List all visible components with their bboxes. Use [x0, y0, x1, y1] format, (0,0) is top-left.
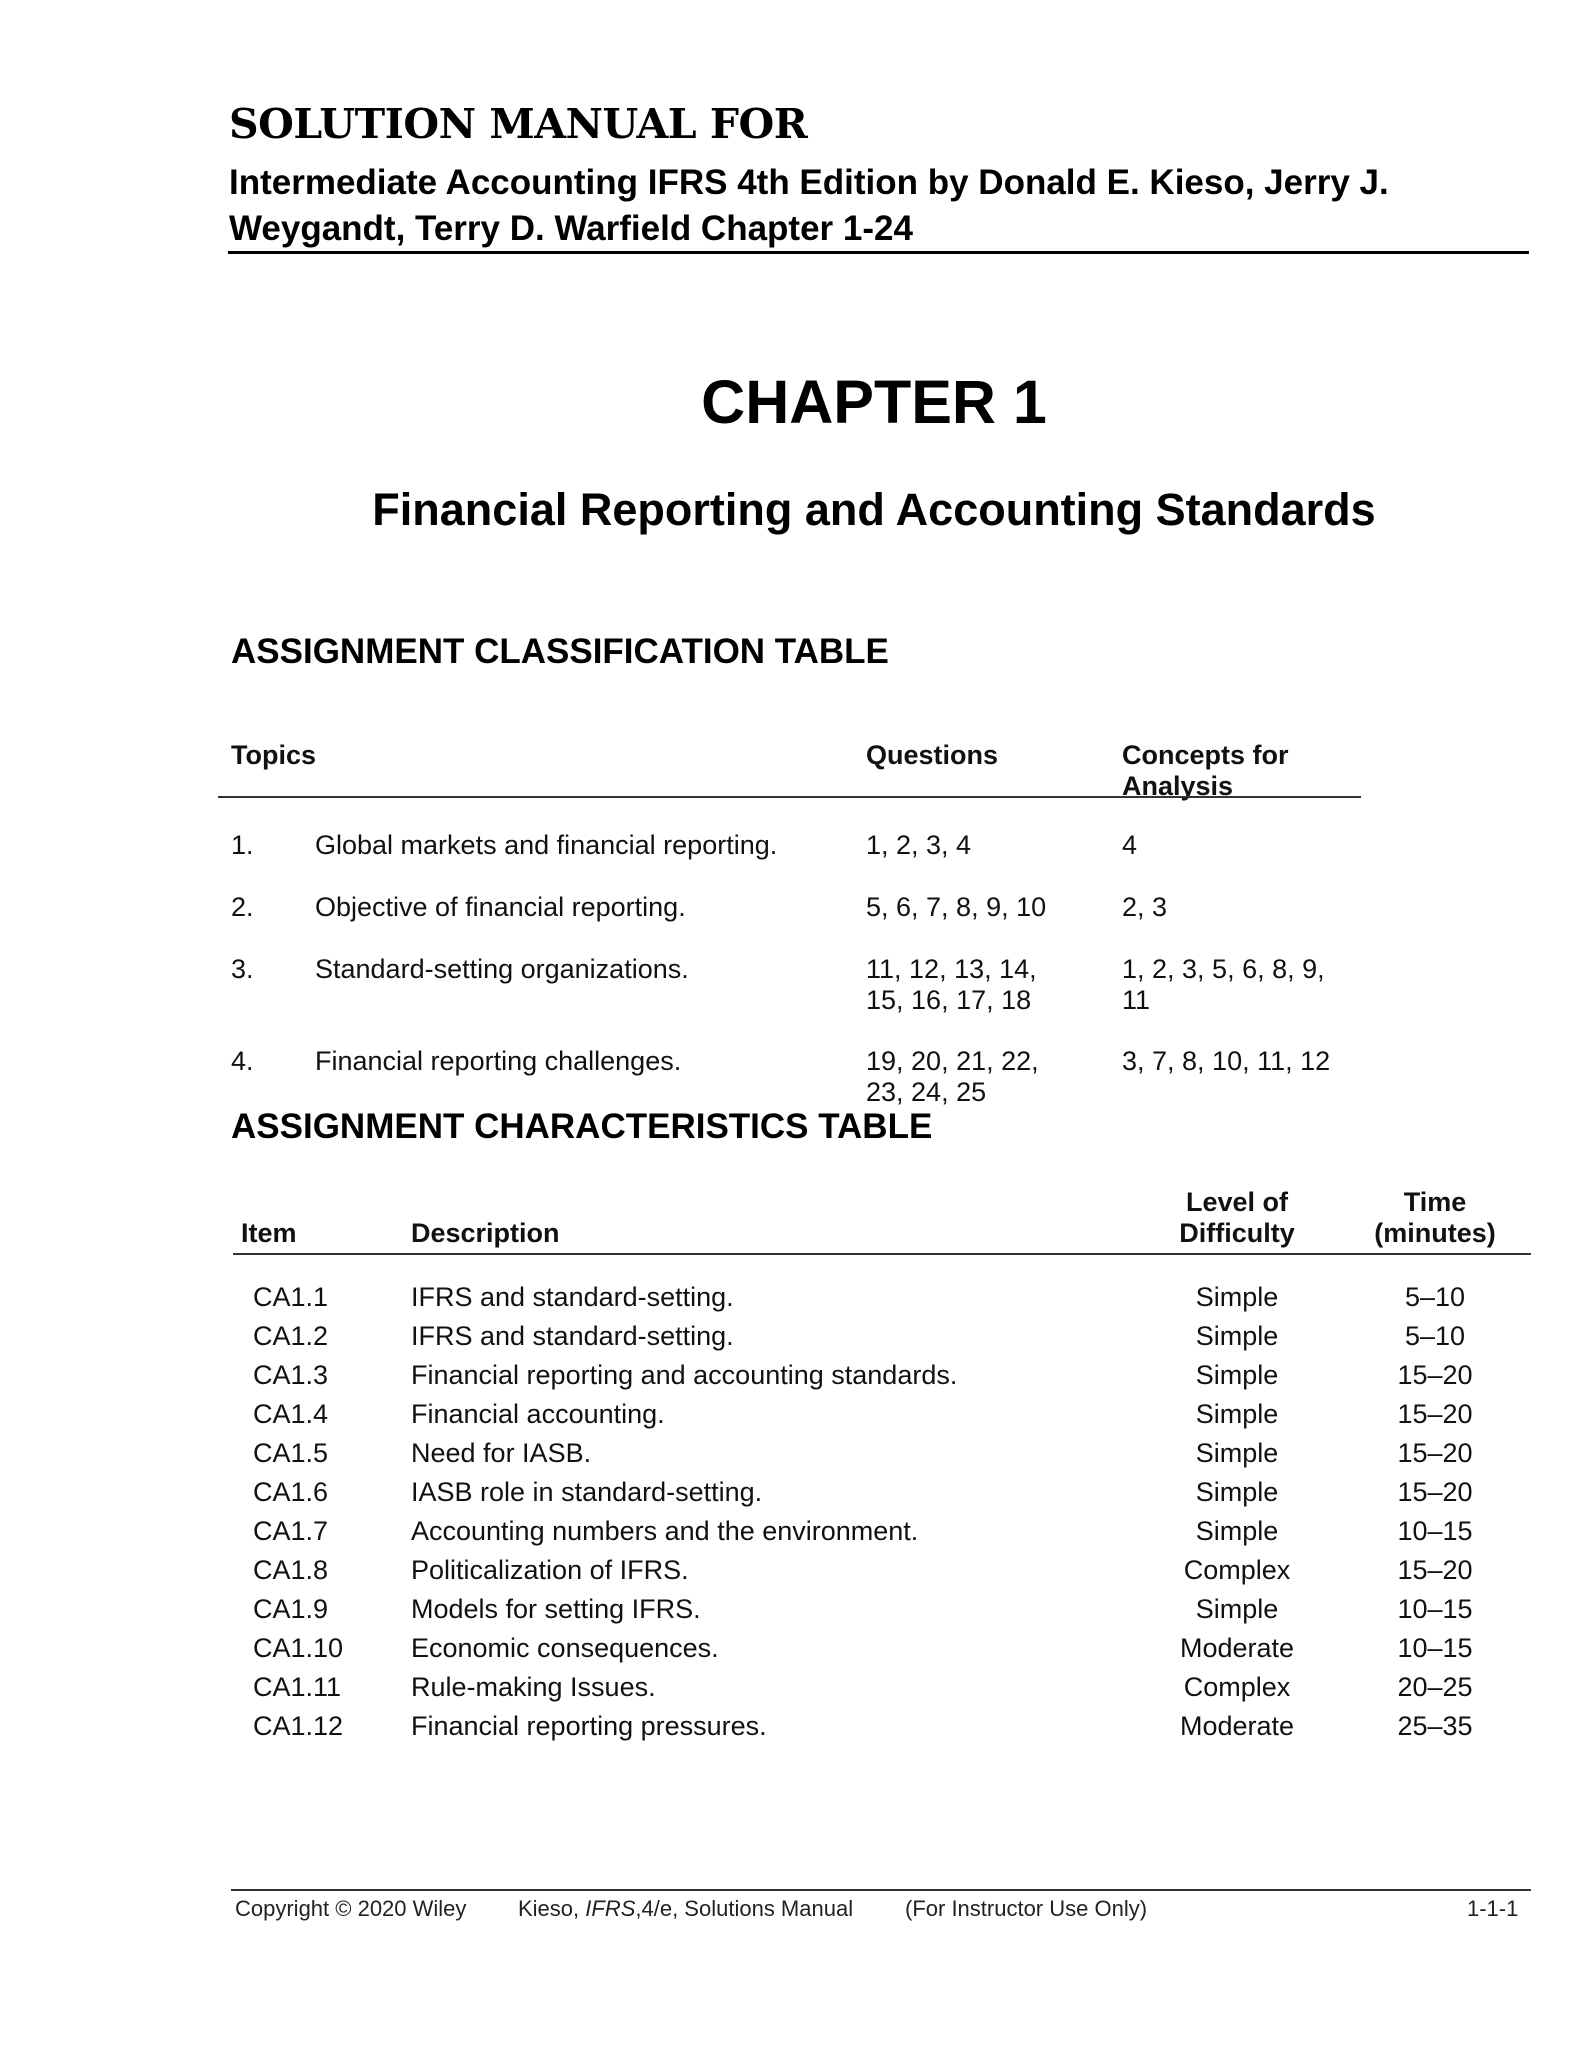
footer-copyright: Copyright © 2020 Wiley: [235, 1896, 467, 1921]
table-row: [0, 1708, 1583, 1744]
topic-questions-line-2: 15, 16, 17, 18: [866, 985, 1032, 1015]
item-description: Politicalization of IFRS.: [411, 1555, 689, 1585]
characteristics-table-heading: ASSIGNMENT CHARACTERISTICS TABLE: [231, 1107, 933, 1146]
column-header-concepts-line-2: Analysis: [1122, 771, 1234, 801]
column-header-time-line-2: (minutes): [1374, 1218, 1496, 1248]
item-code: CA1.8: [253, 1555, 329, 1585]
table-row: [0, 1630, 1583, 1666]
topic-concepts: [1122, 830, 1137, 861]
topic-concepts: [1122, 892, 1167, 923]
footer-book-edition: ,4/e, Solutions Manual: [635, 1896, 854, 1921]
footer-book-title: IFRS: [585, 1896, 636, 1921]
topic-questions-line-1: 5, 6, 7, 8, 9, 10: [866, 892, 1047, 922]
item-description: Accounting numbers and the environment.: [411, 1516, 919, 1546]
item-difficulty: Simple: [1195, 1516, 1279, 1546]
footer-page-number: 1-1-1: [1467, 1896, 1519, 1921]
topic-name: Financial reporting challenges.: [315, 1046, 682, 1076]
topic-questions: [866, 954, 1037, 1016]
topic-questions: [866, 1046, 1039, 1108]
item-difficulty: Simple: [1195, 1360, 1279, 1390]
item-code: CA1.6: [253, 1477, 329, 1507]
item-difficulty: Moderate: [1179, 1711, 1295, 1741]
column-header-item: Item: [241, 1218, 297, 1248]
item-code: CA1.2: [253, 1321, 329, 1351]
item-time: 5–10: [1404, 1321, 1466, 1351]
table-row: [0, 1669, 1583, 1705]
item-time: 10–15: [1397, 1594, 1473, 1624]
characteristics-header-divider: [233, 1253, 1531, 1255]
table-row: [0, 1591, 1583, 1627]
table-row: [0, 1279, 1583, 1315]
table-row: [0, 1318, 1583, 1354]
column-header-concepts-line-1: Concepts for: [1122, 740, 1289, 770]
item-difficulty: Complex: [1183, 1672, 1291, 1702]
table-row: [0, 1435, 1583, 1471]
classification-table-heading: ASSIGNMENT CLASSIFICATION TABLE: [231, 632, 889, 671]
topic-number: 4.: [231, 1046, 254, 1076]
topic-number: 1.: [231, 830, 254, 860]
column-header-difficulty: [1160, 1187, 1314, 1249]
book-subtitle: [229, 160, 1529, 252]
item-description: Financial reporting pressures.: [411, 1711, 767, 1741]
column-header-questions: Questions: [866, 740, 999, 770]
chapter-subtitle: Financial Reporting and Accounting Standards: [372, 484, 1376, 535]
column-header-time: [1365, 1187, 1505, 1249]
book-subtitle-line-2: Weygandt, Terry D. Warfield Chapter 1-24: [229, 209, 913, 248]
item-code: CA1.7: [253, 1516, 329, 1546]
topic-questions: [866, 892, 1046, 923]
table-row: [0, 1474, 1583, 1510]
item-time: 15–20: [1397, 1399, 1473, 1429]
column-header-topics: Topics: [231, 740, 317, 770]
item-code: CA1.5: [253, 1438, 329, 1468]
item-time: 20–25: [1397, 1672, 1473, 1702]
topic-concepts: [1122, 954, 1325, 1016]
item-time: 25–35: [1397, 1711, 1473, 1741]
item-description: Financial accounting.: [411, 1399, 665, 1429]
topic-questions-line-1: 1, 2, 3, 4: [866, 830, 972, 860]
chapter-title: CHAPTER 1: [701, 368, 1047, 436]
column-header-difficulty-line-1: Level of: [1185, 1187, 1289, 1217]
topic-name: Standard-setting organizations.: [315, 954, 689, 984]
topic-questions-line-2: 23, 24, 25: [866, 1077, 987, 1107]
item-difficulty: Simple: [1195, 1321, 1279, 1351]
item-difficulty: Simple: [1195, 1438, 1279, 1468]
item-description: Economic consequences.: [411, 1633, 719, 1663]
column-header-difficulty-line-2: Difficulty: [1179, 1218, 1295, 1248]
topic-concepts-line-1: 4: [1122, 830, 1138, 860]
item-difficulty: Moderate: [1179, 1633, 1295, 1663]
topic-questions: [866, 830, 971, 861]
footer-book-author: Kieso,: [518, 1896, 586, 1921]
item-code: CA1.9: [253, 1594, 329, 1624]
topic-questions-line-1: 11, 12, 13, 14,: [866, 954, 1037, 984]
item-code: CA1.1: [253, 1282, 329, 1312]
item-description: IFRS and standard-setting.: [411, 1282, 734, 1312]
item-code: CA1.3: [253, 1360, 329, 1390]
topic-concepts: [1122, 1046, 1330, 1077]
item-description: Rule-making Issues.: [411, 1672, 656, 1702]
item-time: 15–20: [1397, 1555, 1473, 1585]
topic-concepts-line-2: 11: [1122, 985, 1151, 1015]
topic-name: Global markets and financial reporting.: [315, 830, 778, 860]
table-row: [0, 1396, 1583, 1432]
item-description: Models for setting IFRS.: [411, 1594, 701, 1624]
footer-divider: [231, 1889, 1531, 1891]
item-code: CA1.10: [253, 1633, 344, 1663]
item-difficulty: Complex: [1183, 1555, 1291, 1585]
item-time: 15–20: [1397, 1477, 1473, 1507]
table-row: [0, 1357, 1583, 1393]
table-row: [0, 1552, 1583, 1588]
header-divider: [228, 251, 1529, 254]
item-difficulty: Simple: [1195, 1594, 1279, 1624]
column-header-concepts: [1122, 740, 1289, 802]
solution-manual-title: SOLUTION MANUAL FOR: [229, 100, 808, 148]
item-code: CA1.12: [253, 1711, 344, 1741]
footer-usage-note: (For Instructor Use Only): [905, 1896, 1148, 1921]
topic-number: 2.: [231, 892, 254, 922]
classification-header-divider: [218, 796, 1361, 798]
topic-concepts-line-1: 2, 3: [1122, 892, 1168, 922]
footer-book-reference: [518, 1895, 853, 1923]
item-time: 15–20: [1397, 1438, 1473, 1468]
topic-concepts-line-1: 1, 2, 3, 5, 6, 8, 9,: [1122, 954, 1325, 984]
item-description: Need for IASB.: [411, 1438, 592, 1468]
item-time: 10–15: [1397, 1633, 1473, 1663]
item-code: CA1.4: [253, 1399, 329, 1429]
topic-questions-line-1: 19, 20, 21, 22,: [866, 1046, 1039, 1076]
item-difficulty: Simple: [1195, 1399, 1279, 1429]
item-time: 15–20: [1397, 1360, 1473, 1390]
column-header-time-line-1: Time: [1403, 1187, 1467, 1217]
item-difficulty: Simple: [1195, 1477, 1279, 1507]
item-time: 10–15: [1397, 1516, 1473, 1546]
item-code: CA1.11: [253, 1672, 342, 1702]
item-time: 5–10: [1404, 1282, 1466, 1312]
topic-name: Objective of financial reporting.: [315, 892, 686, 922]
column-header-description: Description: [411, 1218, 560, 1248]
topic-concepts-line-1: 3, 7, 8, 10, 11, 12: [1122, 1046, 1331, 1076]
book-subtitle-line-1: Intermediate Accounting IFRS 4th Edition by Donald E. Kieso, Jerry J.: [229, 163, 1389, 202]
item-description: IFRS and standard-setting.: [411, 1321, 734, 1351]
item-difficulty: Simple: [1195, 1282, 1279, 1312]
table-row: [0, 1513, 1583, 1549]
item-description: Financial reporting and accounting standards.: [411, 1360, 958, 1390]
item-description: IASB role in standard-setting.: [411, 1477, 763, 1507]
topic-number: 3.: [231, 954, 254, 984]
